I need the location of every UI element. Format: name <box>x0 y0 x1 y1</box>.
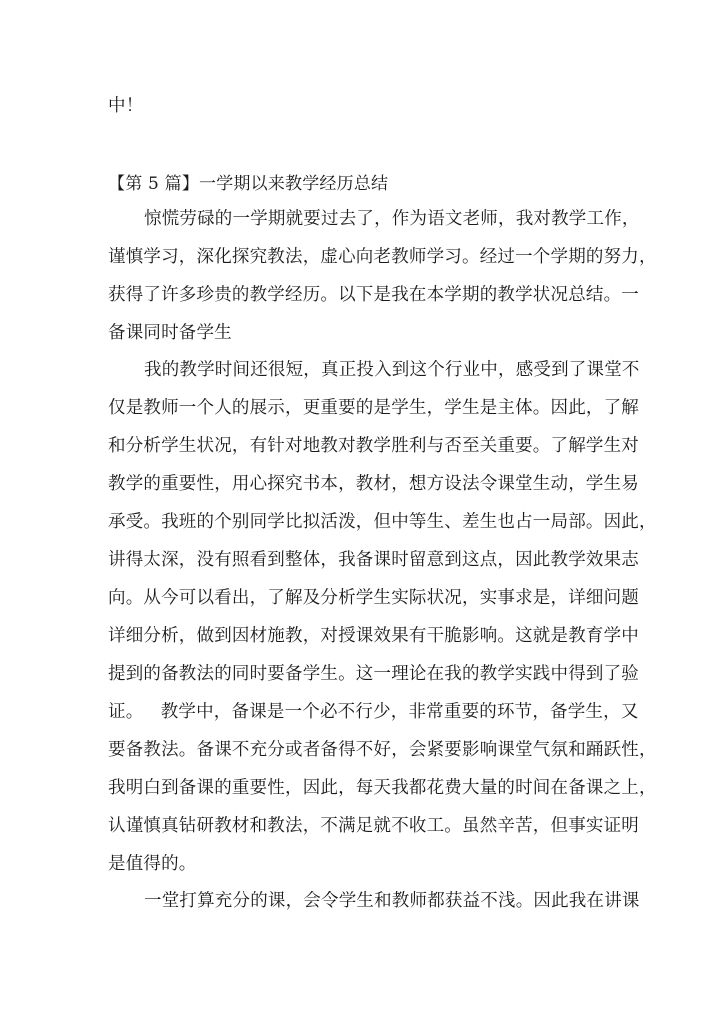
paragraph-line: 讲得太深，没有照看到整体，我备课时留意到这点，因此教学效果志 <box>108 550 639 570</box>
paragraph-line: 详细分析，做到因材施教，对授课效果有干脆影响。这就是教育学中 <box>108 626 639 646</box>
paragraph-line: 和分析学生状况，有针对地教对教学胜利与否至关重要。了解学生对 <box>108 436 639 456</box>
paragraph-line: 承受。我班的个别同学比拟活泼，但中等生、差生也占一局部。因此， <box>108 512 657 532</box>
paragraph-line: 是值得的。 <box>108 854 197 874</box>
paragraph-line: 一堂打算充分的课，会令学生和教师都获益不浅。因此我在讲课 <box>144 891 640 911</box>
continuation-text: 中！ <box>108 96 144 116</box>
section-heading: 【第 5 篇】一学期以来教学经历总结 <box>108 174 389 194</box>
paragraph-line: 证。 教学中，备课是一个必不行少，非常重要的环节，备学生，又 <box>108 702 639 722</box>
paragraph-line: 备课同时备学生 <box>108 323 232 343</box>
paragraph-line: 我的教学时间还很短，真正投入到这个行业中，感受到了课堂不 <box>144 360 640 380</box>
paragraph-line: 认谨慎真钻研教材和教法，不满足就不收工。虽然辛苦，但事实证明 <box>108 816 639 836</box>
paragraph-line: 谨慎学习，深化探究教法，虚心向老教师学习。经过一个学期的努力， <box>108 247 657 267</box>
paragraph-line: 仅是教师一个人的展示，更重要的是学生，学生是主体。因此，了解 <box>108 398 639 418</box>
paragraph-line: 教学的重要性，用心探究书本，教材，想方设法令课堂生动，学生易 <box>108 474 639 494</box>
paragraph-line: 我明白到备课的重要性，因此，每天我都花费大量的时间在备课之上， <box>108 778 657 798</box>
paragraph-line: 向。从今可以看出，了解及分析学生实际状况，实事求是，详细问题 <box>108 588 639 608</box>
paragraph-line: 要备教法。备课不充分或者备得不好，会紧要影响课堂气氛和踊跃性， <box>108 740 657 760</box>
paragraph-line: 获得了许多珍贵的教学经历。以下是我在本学期的教学状况总结。一 <box>108 285 639 305</box>
paragraph-line: 提到的备教法的同时要备学生。这一理论在我的教学实践中得到了验 <box>108 664 639 684</box>
paragraph-line: 惊慌劳碌的一学期就要过去了，作为语文老师，我对教学工作， <box>144 209 640 229</box>
